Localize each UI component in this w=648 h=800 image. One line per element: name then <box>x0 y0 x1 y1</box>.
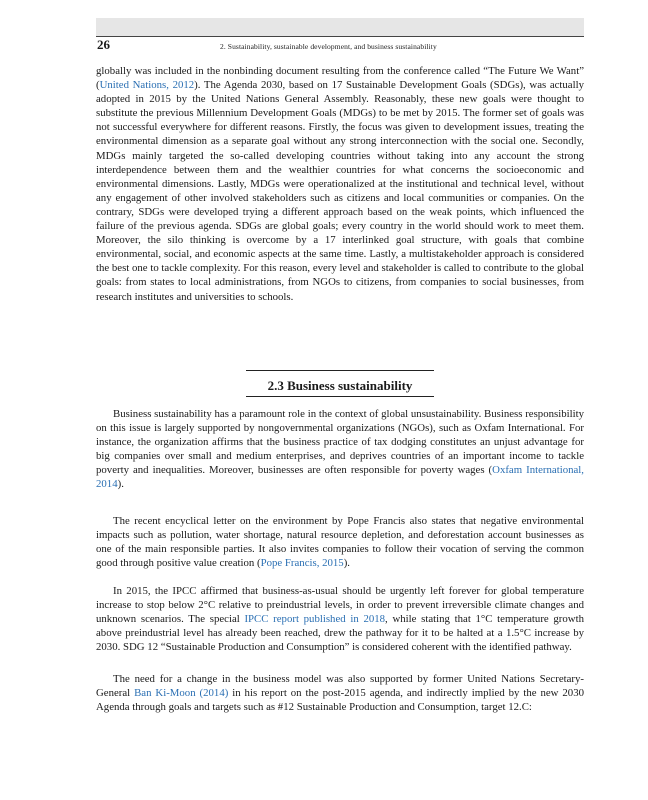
section-number: 2.3 <box>267 378 284 393</box>
header-rule <box>96 36 584 37</box>
page-number: 26 <box>97 37 110 52</box>
paragraph-3-text-a: The recent encyclical letter on the environment by Pope Francis also states that negative environmental impacts such as pollution, water shortage, natural resource depletion, and deforestation account businesses as one of the main responsible parties. It also invites companies to follow their vocation of serving the common good through positive value creation ( <box>96 515 584 570</box>
paragraph-1-text-a: globally was included in the nonbinding document resulting from the conference called “The Future We Want” ( <box>96 65 584 92</box>
section-title: Business sustainability <box>287 378 413 393</box>
citation-link-ban-ki-moon-2014[interactable]: Ban Ki-Moon (2014) <box>134 687 229 700</box>
paragraph-4 <box>96 584 584 654</box>
section-rule-top <box>246 370 434 371</box>
paragraph-3-text-b: ). <box>343 557 350 570</box>
citation-link-united-nations-2012[interactable]: United Nations, 2012 <box>99 79 195 92</box>
paragraph-2-text-a: Business sustainability has a paramount role in the context of global unsustainability. Business responsibility on this issue is largely supported by nongovernmental organizations (NGOs), such as Oxfam International. For instance, the organization affirms that the business practice of tax dodging constitutes an unjust advantage for big companies over small and medium enterprises, and deprives countries of an important income to tackle poverty and inequalities. Moreover, businesses are often responsible for poverty wages ( <box>96 408 584 477</box>
citation-link-ipcc-2018[interactable]: IPCC report published in 2018 <box>244 613 386 626</box>
citation-link-oxfam-2014[interactable]: Oxfam International, 2014 <box>96 464 584 491</box>
paragraph-1 <box>96 64 584 304</box>
section-rule-bottom <box>246 396 434 397</box>
paragraph-5-text-a: The need for a change in the business model was also supported by former United Nations Secretary-General <box>96 673 584 700</box>
header-band <box>96 18 584 36</box>
paragraph-2-text-b: ). <box>117 478 124 491</box>
running-head: 2. Sustainability, sustainable development, and business sustainability <box>220 42 437 51</box>
citation-link-pope-francis-2015[interactable]: Pope Francis, 2015 <box>260 557 344 570</box>
paragraph-4-text-b: , while stating that 1°C temperature growth above preindustrial level has already been reached, drew the pathway for it to be halted at a 1.5°C increase by 2030. SDG 12 “Sustainable Production and Consumption” is considered coherent with the identified pathway. <box>96 613 585 654</box>
paragraph-2 <box>96 407 584 492</box>
paragraph-5-text-b: in his report on the post-2015 agenda, and indirectly implied by the new 2030 Agenda through goals and targets such as #12 Sustainable Production and Consumption, target 12.C: <box>96 687 584 714</box>
section-heading <box>246 378 434 394</box>
paragraph-1-text-b: ). The Agenda 2030, based on 17 Sustainable Development Goals (SDGs), was actually adopted in 2015 by the United Nations General Assembly. Reasonably, these new goals were thought to substitute the previous Millennium Development Goals (MDGs) to be met by 2015. The former set of goals was not successful everywhere for different reasons. Firstly, the focus was given to development issues, treating the environmental dimension as a separate goal without any strong interconnection with the social one. Secondly, MDGs mainly targeted the so-called developing countries without taking into any account the strong interdependence between them and the wealthier countries for what concerns the socioeconomic and environmental dimensions. Lastly, MDGs were operationalized at the institutional and technical level, without any engagement of other involved stakeholders such as citizens and local communities or companies. On the contrary, SDGs were developed trying a different approach based on the weak points, which influenced the failure of the previous agenda. SDGs are global goals; every country in the world should work to meet them. Moreover, the silo thinking is overcome by a 17 interlinked goal structure, with goals that combine environmental, social, and economic aspects at the same time. Lastly, a multistakeholder approach is considered the best one to tackle complexity. For this reason, every level and stakeholder is called to contribute to the global goals: from states to local administrations, from NGOs to citizens, from companies to social businesses, from research institutes and universities to schools. <box>96 79 585 303</box>
paragraph-3 <box>96 514 584 570</box>
paragraph-4-text-a: In 2015, the IPCC affirmed that business-as-usual should be urgently left forever for global temperature increase to stop below 2°C relative to preindustrial levels, in order to prevent irreversible climate changes and unknown scenarios. The special <box>96 585 584 626</box>
paragraph-5 <box>96 672 584 714</box>
